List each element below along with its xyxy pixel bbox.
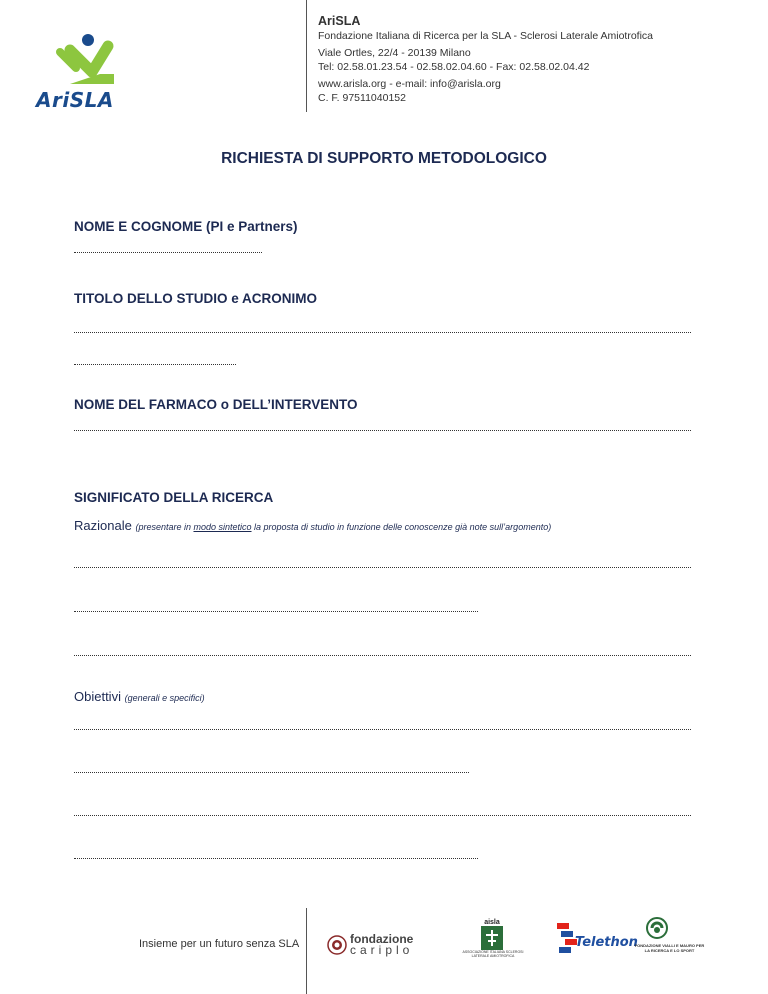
page-title: RICHIESTA DI SUPPORTO METODOLOGICO bbox=[221, 150, 547, 167]
field-line-obiettivi-1[interactable] bbox=[74, 729, 691, 730]
field-line-titolo-1[interactable] bbox=[74, 332, 691, 333]
fondazione-cariplo-logo bbox=[327, 935, 347, 955]
field-line-razionale-1[interactable] bbox=[74, 567, 691, 568]
field-line-nome[interactable] bbox=[74, 252, 262, 253]
org-name: AriSLA bbox=[318, 14, 361, 28]
footer-tagline: Insieme per un futuro senza SLA bbox=[139, 938, 300, 950]
svg-text:Telethon: Telethon bbox=[575, 935, 638, 950]
org-web: www.arisla.org - e-mail: info@arisla.org bbox=[318, 78, 501, 90]
aisla-caption: ASSOCIAZIONE ITALIANA SCLEROSI LATERALE AMIOTROFICA bbox=[462, 950, 524, 958]
org-subtitle: Fondazione Italiana di Ricerca per la SLA - Sclerosi Laterale Amiotrofica bbox=[318, 30, 654, 42]
field-line-razionale-3[interactable] bbox=[74, 655, 691, 656]
org-cf: C. F. 97511040152 bbox=[318, 92, 406, 104]
field-line-obiettivi-4[interactable] bbox=[74, 858, 478, 859]
obiettivi-label: Obiettivi bbox=[74, 689, 121, 704]
org-address: Viale Ortles, 22/4 - 20139 Milano bbox=[318, 47, 471, 59]
fondazione-cariplo-text: fondazione cariplo bbox=[350, 932, 414, 957]
section-label-significato: SIGNIFICATO DELLA RICERCA bbox=[74, 490, 274, 505]
field-line-obiettivi-2[interactable] bbox=[74, 772, 469, 773]
razionale-label: Razionale bbox=[74, 518, 132, 533]
field-line-farmaco[interactable] bbox=[74, 430, 691, 431]
footer-divider bbox=[306, 908, 307, 994]
field-label-razionale bbox=[74, 518, 551, 533]
field-label-farmaco: NOME DEL FARMACO o DELL’INTERVENTO bbox=[74, 397, 358, 412]
org-info bbox=[318, 14, 653, 105]
vialli-caption: FONDAZIONE VIALLI E MAURO PER LA RICERCA E LO SPORT bbox=[634, 943, 705, 953]
obiettivi-hint: (generali e specifici) bbox=[124, 693, 205, 703]
field-label-titolo: TITOLO DELLO STUDIO e ACRONIMO bbox=[74, 291, 317, 306]
razionale-hint: (presentare in modo sintetico la proposta di studio in funzione delle conoscenze già note sull’argomento) bbox=[135, 522, 552, 532]
field-line-razionale-2[interactable] bbox=[74, 611, 478, 612]
aisla-logo bbox=[472, 917, 512, 951]
field-line-titolo-2[interactable] bbox=[74, 364, 236, 365]
logo-wordmark: AriSLA bbox=[36, 88, 114, 112]
field-label-obiettivi bbox=[74, 689, 205, 704]
telethon-logo bbox=[555, 921, 638, 957]
header-divider bbox=[306, 0, 307, 112]
field-label-nome: NOME E COGNOME (PI e Partners) bbox=[74, 219, 298, 234]
svg-text:aisla: aisla bbox=[484, 919, 500, 926]
org-phones: Tel: 02.58.01.23.54 - 02.58.02.04.60 - Fax: 02.58.02.04.42 bbox=[318, 61, 590, 73]
field-line-obiettivi-3[interactable] bbox=[74, 815, 691, 816]
vialli-mauro-logo bbox=[645, 916, 669, 940]
